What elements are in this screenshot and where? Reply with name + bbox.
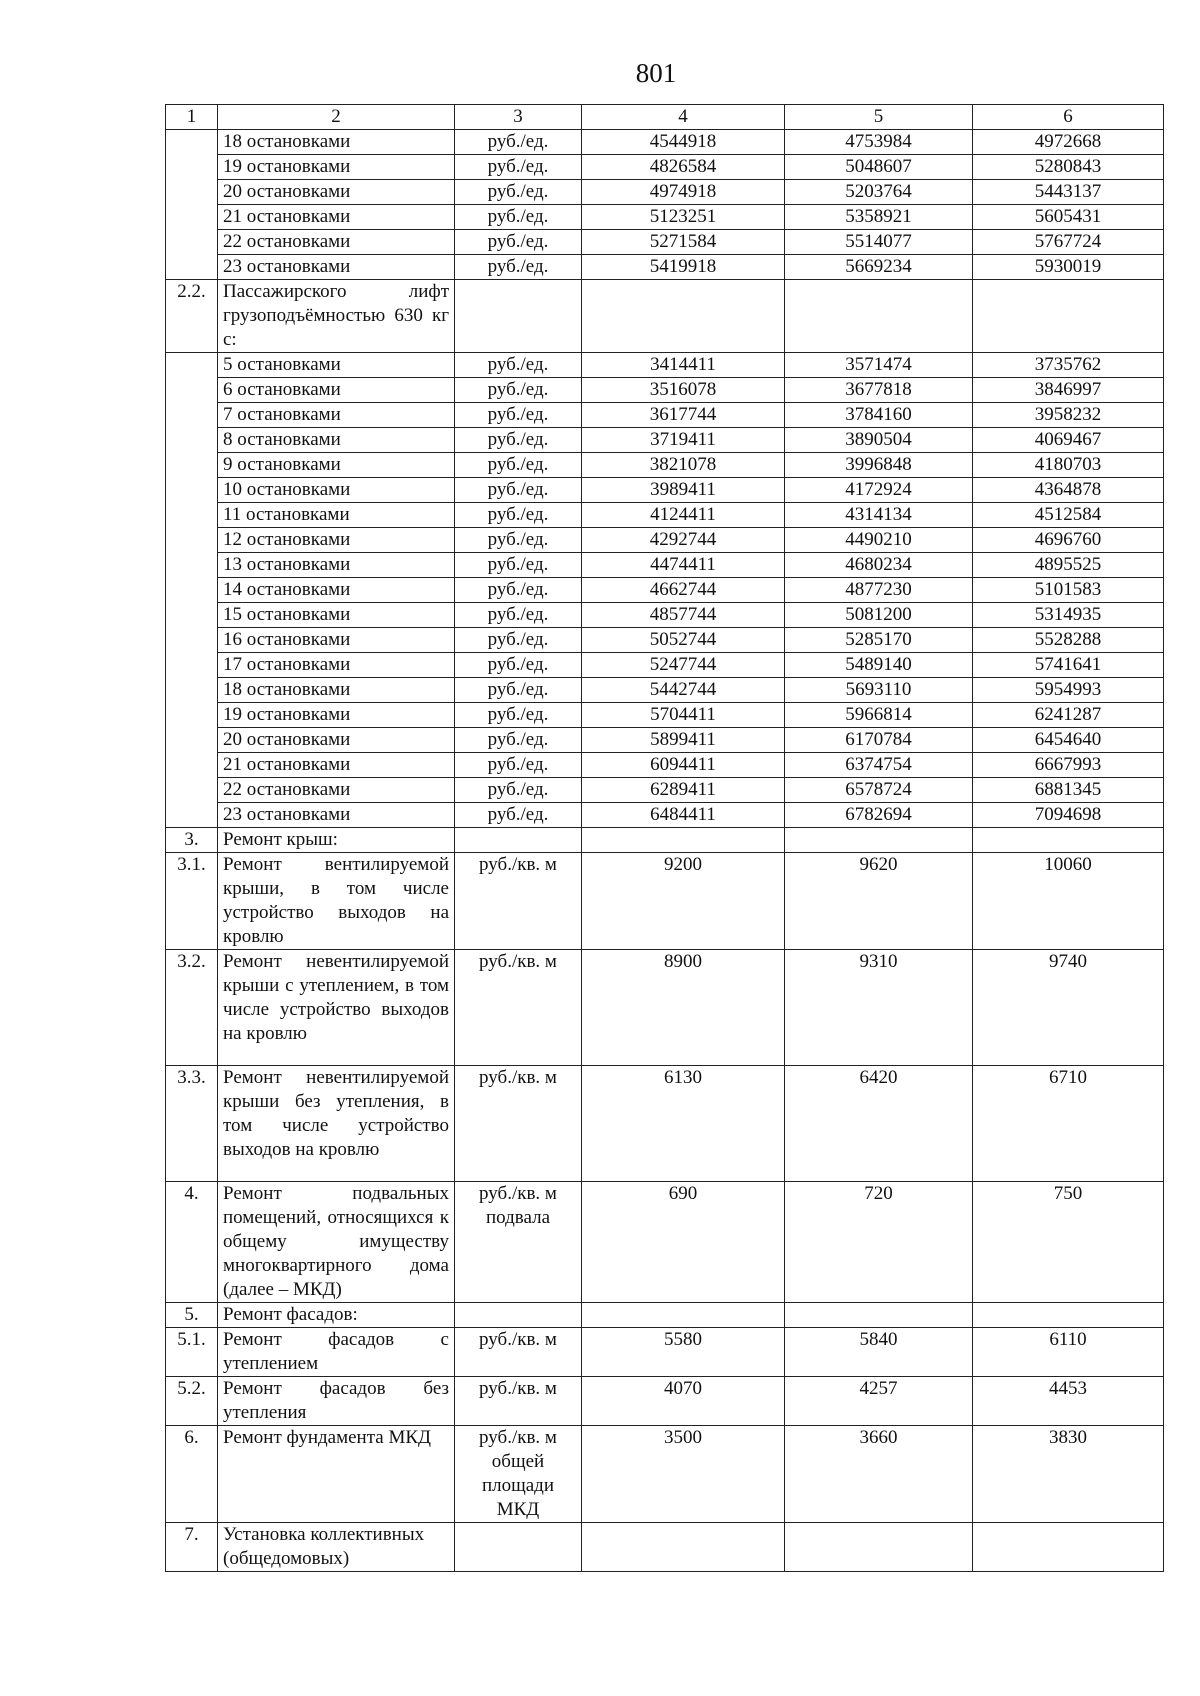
row-unit: руб./ед. bbox=[455, 753, 582, 778]
row-description: 18 остановками bbox=[218, 678, 455, 703]
header-cell-3: 3 bbox=[455, 105, 582, 130]
table-row bbox=[166, 1426, 1164, 1523]
row-unit bbox=[455, 828, 582, 853]
row-unit: руб./ед. bbox=[455, 703, 582, 728]
row-number: 6. bbox=[166, 1426, 218, 1523]
row-description: 19 остановками bbox=[218, 155, 455, 180]
value-col-6: 6110 bbox=[973, 1328, 1164, 1377]
table-row bbox=[166, 853, 1164, 950]
row-description: Ремонт фасадов без утепления bbox=[218, 1377, 455, 1426]
row-description: 8 остановками bbox=[218, 428, 455, 453]
value-col-6: 4512584 bbox=[973, 503, 1164, 528]
row-unit: руб./ед. bbox=[455, 553, 582, 578]
row-number bbox=[166, 378, 218, 403]
value-col-4 bbox=[582, 1523, 785, 1572]
table-row bbox=[166, 503, 1164, 528]
row-description: 12 остановками bbox=[218, 528, 455, 553]
row-number bbox=[166, 703, 218, 728]
value-col-6: 5930019 bbox=[973, 255, 1164, 280]
value-col-4: 5052744 bbox=[582, 628, 785, 653]
row-description: 23 остановками bbox=[218, 255, 455, 280]
table-row bbox=[166, 180, 1164, 205]
value-col-6: 5767724 bbox=[973, 230, 1164, 255]
row-number: 3.3. bbox=[166, 1066, 218, 1182]
value-col-6: 750 bbox=[973, 1182, 1164, 1303]
value-col-4: 6484411 bbox=[582, 803, 785, 828]
value-col-5: 4490210 bbox=[785, 528, 973, 553]
value-col-4: 4662744 bbox=[582, 578, 785, 603]
value-col-5: 5285170 bbox=[785, 628, 973, 653]
value-col-4: 9200 bbox=[582, 853, 785, 950]
row-description: Ремонт фасадов: bbox=[218, 1303, 455, 1328]
value-col-5 bbox=[785, 1303, 973, 1328]
row-number: 7. bbox=[166, 1523, 218, 1572]
table-row bbox=[166, 155, 1164, 180]
table-row bbox=[166, 130, 1164, 155]
row-number bbox=[166, 678, 218, 703]
row-description: 9 остановками bbox=[218, 453, 455, 478]
row-unit bbox=[455, 1523, 582, 1572]
row-number bbox=[166, 728, 218, 753]
value-col-5 bbox=[785, 1523, 973, 1572]
row-description: Пассажирского лифт грузоподъёмностью 630 кг с: bbox=[218, 280, 455, 353]
row-number bbox=[166, 353, 218, 378]
value-col-5: 5489140 bbox=[785, 653, 973, 678]
row-number: 2.2. bbox=[166, 280, 218, 353]
value-col-6: 6667993 bbox=[973, 753, 1164, 778]
value-col-4: 690 bbox=[582, 1182, 785, 1303]
row-description: 5 остановками bbox=[218, 353, 455, 378]
value-col-4: 6289411 bbox=[582, 778, 785, 803]
value-col-6: 5314935 bbox=[973, 603, 1164, 628]
row-number: 3.1. bbox=[166, 853, 218, 950]
value-col-6: 5605431 bbox=[973, 205, 1164, 230]
value-col-6: 4972668 bbox=[973, 130, 1164, 155]
row-unit: руб./ед. bbox=[455, 180, 582, 205]
header-row bbox=[166, 105, 1164, 130]
value-col-6: 5280843 bbox=[973, 155, 1164, 180]
row-number bbox=[166, 453, 218, 478]
table-row bbox=[166, 678, 1164, 703]
row-description: 22 остановками bbox=[218, 230, 455, 255]
row-number bbox=[166, 603, 218, 628]
row-description: 14 остановками bbox=[218, 578, 455, 603]
value-col-4: 5123251 bbox=[582, 205, 785, 230]
value-col-4 bbox=[582, 828, 785, 853]
value-col-6: 3846997 bbox=[973, 378, 1164, 403]
row-unit: руб./ед. bbox=[455, 255, 582, 280]
row-number bbox=[166, 553, 218, 578]
value-col-4: 5271584 bbox=[582, 230, 785, 255]
value-col-6: 10060 bbox=[973, 853, 1164, 950]
row-unit: руб./кв. м общей площади МКД bbox=[455, 1426, 582, 1523]
row-description: 17 остановками bbox=[218, 653, 455, 678]
row-unit bbox=[455, 1303, 582, 1328]
row-description: Ремонт невентилируемой крыши с утеплением, в том числе устройство выходов на кровлю bbox=[218, 950, 455, 1066]
row-description: Ремонт невентилируемой крыши без утепления, в том числе устройство выходов на кровлю bbox=[218, 1066, 455, 1182]
value-col-6: 4069467 bbox=[973, 428, 1164, 453]
row-unit: руб./кв. м bbox=[455, 950, 582, 1066]
value-col-4: 3500 bbox=[582, 1426, 785, 1523]
value-col-5 bbox=[785, 828, 973, 853]
row-number bbox=[166, 528, 218, 553]
value-col-5: 6420 bbox=[785, 1066, 973, 1182]
row-description: 10 остановками bbox=[218, 478, 455, 503]
row-number bbox=[166, 180, 218, 205]
table-row bbox=[166, 803, 1164, 828]
value-col-4: 3414411 bbox=[582, 353, 785, 378]
value-col-5: 3996848 bbox=[785, 453, 973, 478]
value-col-4: 4974918 bbox=[582, 180, 785, 205]
table-row bbox=[166, 753, 1164, 778]
value-col-5: 3660 bbox=[785, 1426, 973, 1523]
row-unit: руб./ед. bbox=[455, 155, 582, 180]
table-row bbox=[166, 1066, 1164, 1182]
value-col-5: 4314134 bbox=[785, 503, 973, 528]
row-unit: руб./ед. bbox=[455, 403, 582, 428]
value-col-5: 5840 bbox=[785, 1328, 973, 1377]
row-number bbox=[166, 628, 218, 653]
value-col-5: 3677818 bbox=[785, 378, 973, 403]
value-col-5: 5693110 bbox=[785, 678, 973, 703]
value-col-6: 7094698 bbox=[973, 803, 1164, 828]
value-col-4: 5704411 bbox=[582, 703, 785, 728]
value-col-5: 9620 bbox=[785, 853, 973, 950]
table-row bbox=[166, 628, 1164, 653]
row-number bbox=[166, 578, 218, 603]
table-row bbox=[166, 403, 1164, 428]
row-number bbox=[166, 155, 218, 180]
value-col-4: 4474411 bbox=[582, 553, 785, 578]
row-unit: руб./ед. bbox=[455, 578, 582, 603]
row-unit: руб./ед. bbox=[455, 130, 582, 155]
value-col-4: 4826584 bbox=[582, 155, 785, 180]
table-row bbox=[166, 255, 1164, 280]
row-description: Ремонт подвальных помещений, относящихся к общему имуществу многоквартирного дома (далее – МКД) bbox=[218, 1182, 455, 1303]
table-row bbox=[166, 553, 1164, 578]
row-number bbox=[166, 428, 218, 453]
header-cell-2: 2 bbox=[218, 105, 455, 130]
table-row bbox=[166, 950, 1164, 1066]
row-unit: руб./ед. bbox=[455, 230, 582, 255]
row-description: 21 остановками bbox=[218, 753, 455, 778]
header-cell-6: 6 bbox=[973, 105, 1164, 130]
row-description: Установка коллективных (общедомовых) bbox=[218, 1523, 455, 1572]
row-description: 6 остановками bbox=[218, 378, 455, 403]
row-unit: руб./ед. bbox=[455, 378, 582, 403]
table-row bbox=[166, 703, 1164, 728]
value-col-5: 720 bbox=[785, 1182, 973, 1303]
value-col-5: 5203764 bbox=[785, 180, 973, 205]
row-unit: руб./ед. bbox=[455, 728, 582, 753]
table-row bbox=[166, 205, 1164, 230]
value-col-6: 3958232 bbox=[973, 403, 1164, 428]
table-row bbox=[166, 230, 1164, 255]
row-unit: руб./ед. bbox=[455, 453, 582, 478]
value-col-4: 4857744 bbox=[582, 603, 785, 628]
row-description: 15 остановками bbox=[218, 603, 455, 628]
value-col-4: 5247744 bbox=[582, 653, 785, 678]
value-col-6: 6241287 bbox=[973, 703, 1164, 728]
value-col-6: 6710 bbox=[973, 1066, 1164, 1182]
row-description: 13 остановками bbox=[218, 553, 455, 578]
value-col-6: 4895525 bbox=[973, 553, 1164, 578]
value-col-4: 4070 bbox=[582, 1377, 785, 1426]
row-number bbox=[166, 503, 218, 528]
row-number: 5. bbox=[166, 1303, 218, 1328]
value-col-5: 4877230 bbox=[785, 578, 973, 603]
value-col-6: 6454640 bbox=[973, 728, 1164, 753]
row-unit: руб./ед. bbox=[455, 628, 582, 653]
price-table bbox=[165, 104, 1164, 1572]
row-unit: руб./кв. м bbox=[455, 1066, 582, 1182]
row-number bbox=[166, 403, 218, 428]
table-row bbox=[166, 1328, 1164, 1377]
value-col-4 bbox=[582, 1303, 785, 1328]
value-col-5: 3890504 bbox=[785, 428, 973, 453]
value-col-6: 5528288 bbox=[973, 628, 1164, 653]
value-col-4: 5419918 bbox=[582, 255, 785, 280]
value-col-5: 3784160 bbox=[785, 403, 973, 428]
value-col-6 bbox=[973, 280, 1164, 353]
value-col-4: 5899411 bbox=[582, 728, 785, 753]
value-col-5: 4257 bbox=[785, 1377, 973, 1426]
row-unit: руб./кв. м bbox=[455, 1328, 582, 1377]
value-col-5: 4680234 bbox=[785, 553, 973, 578]
value-col-5: 5514077 bbox=[785, 230, 973, 255]
value-col-4: 3516078 bbox=[582, 378, 785, 403]
row-description: 22 остановками bbox=[218, 778, 455, 803]
value-col-4: 3617744 bbox=[582, 403, 785, 428]
row-unit: руб./ед. bbox=[455, 678, 582, 703]
row-number: 4. bbox=[166, 1182, 218, 1303]
value-col-6: 3830 bbox=[973, 1426, 1164, 1523]
value-col-4: 5442744 bbox=[582, 678, 785, 703]
row-number bbox=[166, 753, 218, 778]
value-col-5 bbox=[785, 280, 973, 353]
row-number: 3. bbox=[166, 828, 218, 853]
value-col-4: 8900 bbox=[582, 950, 785, 1066]
row-number: 5.1. bbox=[166, 1328, 218, 1377]
table-row bbox=[166, 528, 1164, 553]
table-row bbox=[166, 378, 1164, 403]
table-row bbox=[166, 1182, 1164, 1303]
row-description: 16 остановками bbox=[218, 628, 455, 653]
row-number bbox=[166, 478, 218, 503]
value-col-5: 6374754 bbox=[785, 753, 973, 778]
row-description: 23 остановками bbox=[218, 803, 455, 828]
row-unit: руб./кв. м подвала bbox=[455, 1182, 582, 1303]
table-row bbox=[166, 1523, 1164, 1572]
value-col-4: 4292744 bbox=[582, 528, 785, 553]
row-number bbox=[166, 653, 218, 678]
value-col-5: 5966814 bbox=[785, 703, 973, 728]
row-description: Ремонт фасадов с утеплением bbox=[218, 1328, 455, 1377]
value-col-5: 6170784 bbox=[785, 728, 973, 753]
row-unit: руб./ед. bbox=[455, 603, 582, 628]
value-col-6: 5954993 bbox=[973, 678, 1164, 703]
value-col-6: 5443137 bbox=[973, 180, 1164, 205]
header-cell-1: 1 bbox=[166, 105, 218, 130]
row-unit: руб./ед. bbox=[455, 478, 582, 503]
value-col-5: 4753984 bbox=[785, 130, 973, 155]
row-unit: руб./ед. bbox=[455, 778, 582, 803]
row-description: Ремонт вентилируемой крыши, в том числе устройство выходов на кровлю bbox=[218, 853, 455, 950]
header-cell-4: 4 bbox=[582, 105, 785, 130]
value-col-6 bbox=[973, 828, 1164, 853]
row-description: 7 остановками bbox=[218, 403, 455, 428]
row-description: 20 остановками bbox=[218, 180, 455, 205]
row-number bbox=[166, 205, 218, 230]
table-row bbox=[166, 578, 1164, 603]
value-col-4: 3821078 bbox=[582, 453, 785, 478]
value-col-6: 5101583 bbox=[973, 578, 1164, 603]
row-unit: руб./ед. bbox=[455, 205, 582, 230]
value-col-5: 5358921 bbox=[785, 205, 973, 230]
value-col-5: 6782694 bbox=[785, 803, 973, 828]
row-number bbox=[166, 255, 218, 280]
table-row bbox=[166, 778, 1164, 803]
table-row bbox=[166, 280, 1164, 353]
row-description: 19 остановками bbox=[218, 703, 455, 728]
value-col-6: 5741641 bbox=[973, 653, 1164, 678]
value-col-5: 6578724 bbox=[785, 778, 973, 803]
value-col-6: 6881345 bbox=[973, 778, 1164, 803]
row-number bbox=[166, 778, 218, 803]
table-row bbox=[166, 453, 1164, 478]
row-number: 3.2. bbox=[166, 950, 218, 1066]
row-description: Ремонт крыш: bbox=[218, 828, 455, 853]
value-col-5: 5048607 bbox=[785, 155, 973, 180]
row-number bbox=[166, 230, 218, 255]
value-col-6 bbox=[973, 1303, 1164, 1328]
row-unit: руб./ед. bbox=[455, 503, 582, 528]
value-col-5: 9310 bbox=[785, 950, 973, 1066]
value-col-6: 4696760 bbox=[973, 528, 1164, 553]
value-col-4 bbox=[582, 280, 785, 353]
value-col-5: 5669234 bbox=[785, 255, 973, 280]
row-description: 11 остановками bbox=[218, 503, 455, 528]
value-col-4: 6130 bbox=[582, 1066, 785, 1182]
row-unit: руб./ед. bbox=[455, 428, 582, 453]
row-number bbox=[166, 803, 218, 828]
value-col-4: 4124411 bbox=[582, 503, 785, 528]
value-col-6: 4180703 bbox=[973, 453, 1164, 478]
row-unit: руб./ед. bbox=[455, 353, 582, 378]
value-col-5: 5081200 bbox=[785, 603, 973, 628]
row-description: 18 остановками bbox=[218, 130, 455, 155]
value-col-4: 4544918 bbox=[582, 130, 785, 155]
table-row bbox=[166, 1303, 1164, 1328]
row-number bbox=[166, 130, 218, 155]
row-number: 5.2. bbox=[166, 1377, 218, 1426]
page-number: 801 bbox=[635, 58, 677, 88]
value-col-6: 9740 bbox=[973, 950, 1164, 1066]
value-col-5: 3571474 bbox=[785, 353, 973, 378]
table-row bbox=[166, 653, 1164, 678]
value-col-4: 5580 bbox=[582, 1328, 785, 1377]
table-row bbox=[166, 603, 1164, 628]
table-row bbox=[166, 353, 1164, 378]
value-col-6: 4453 bbox=[973, 1377, 1164, 1426]
row-description: 20 остановками bbox=[218, 728, 455, 753]
table-row bbox=[166, 478, 1164, 503]
row-unit bbox=[455, 280, 582, 353]
header-cell-5: 5 bbox=[785, 105, 973, 130]
value-col-4: 6094411 bbox=[582, 753, 785, 778]
row-unit: руб./ед. bbox=[455, 653, 582, 678]
row-unit: руб./кв. м bbox=[455, 1377, 582, 1426]
row-unit: руб./ед. bbox=[455, 528, 582, 553]
row-description: 21 остановками bbox=[218, 205, 455, 230]
value-col-6: 4364878 bbox=[973, 478, 1164, 503]
row-description: Ремонт фундамента МКД bbox=[218, 1426, 455, 1523]
value-col-6: 3735762 bbox=[973, 353, 1164, 378]
row-unit: руб./ед. bbox=[455, 803, 582, 828]
value-col-5: 4172924 bbox=[785, 478, 973, 503]
table-row bbox=[166, 428, 1164, 453]
value-col-6 bbox=[973, 1523, 1164, 1572]
table-row bbox=[166, 1377, 1164, 1426]
table-row bbox=[166, 728, 1164, 753]
value-col-4: 3719411 bbox=[582, 428, 785, 453]
value-col-4: 3989411 bbox=[582, 478, 785, 503]
table-row bbox=[166, 828, 1164, 853]
row-unit: руб./кв. м bbox=[455, 853, 582, 950]
